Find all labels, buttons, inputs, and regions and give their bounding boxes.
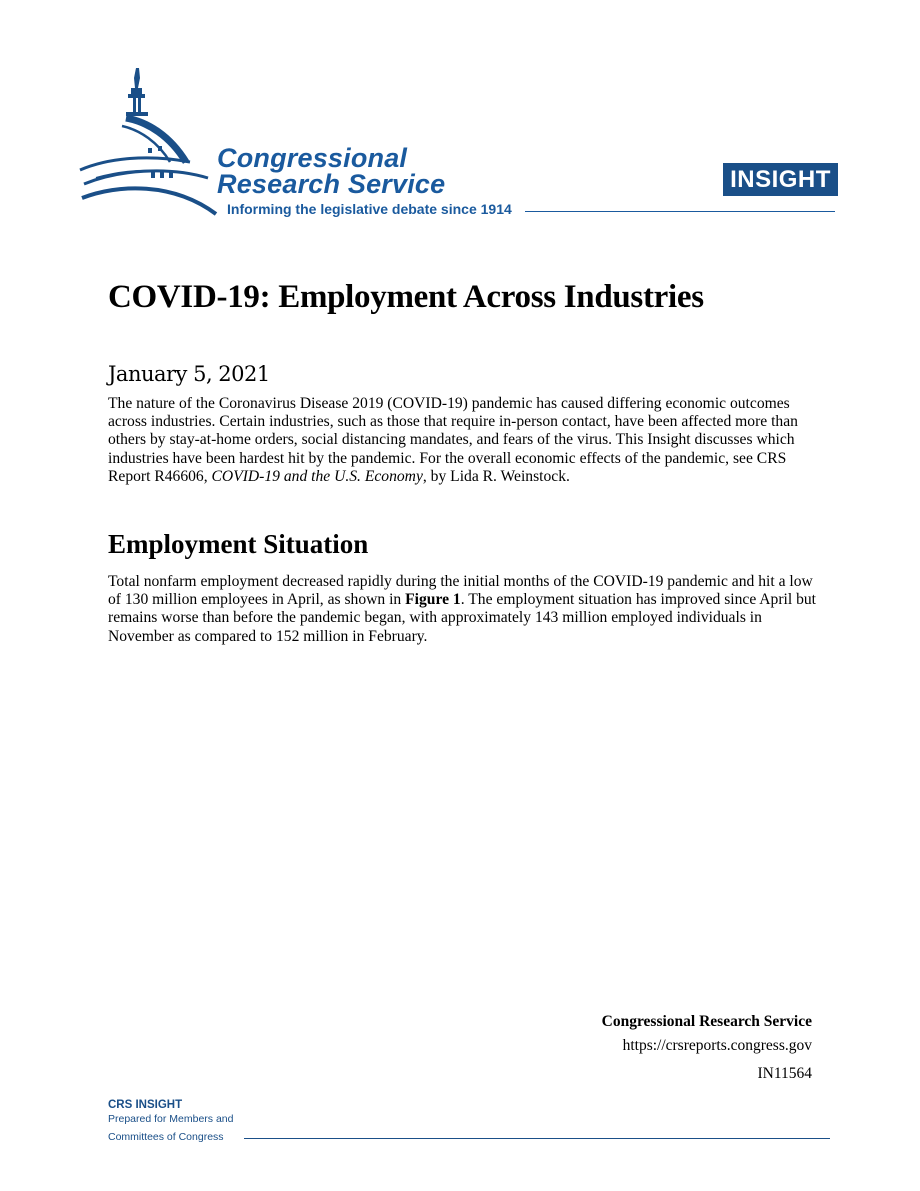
- crs-insight-label: CRS INSIGHT: [108, 1099, 183, 1111]
- report-title-link[interactable]: COVID-19 and the U.S. Economy: [211, 467, 423, 485]
- header-divider: [525, 211, 835, 212]
- publication-date: January 5, 2021: [108, 362, 270, 386]
- logo-line-congressional: Congressional: [217, 143, 408, 173]
- section-heading: Employment Situation: [108, 529, 369, 559]
- footer-url-link[interactable]: https://crsreports.congress.gov: [622, 1037, 812, 1054]
- employment-text: Total nonfarm employment decreased rapidly during the initial months of the COVID-19 pandemic and hit a low of 130 million employees in April, as shown in: [108, 573, 813, 609]
- committees-line: Committees of Congress: [108, 1131, 224, 1143]
- report-id: IN11564: [757, 1065, 812, 1082]
- insight-badge: INSIGHT: [723, 163, 838, 196]
- intro-text-end: , by Lida R. Weinstock.: [422, 467, 570, 485]
- logo-line-research-service: Research Service: [217, 169, 446, 199]
- figure-reference-link[interactable]: Figure 1: [405, 591, 461, 609]
- report-header: [0, 0, 920, 230]
- footer-organization: Congressional Research Service: [601, 1013, 812, 1030]
- employment-text-end: . The employment situation has improved since April but remains worse than before the pandemic began, with approximately 143 million employed individuals in November as compared to 152 million in February.: [108, 591, 817, 645]
- logo-tagline: Informing the legislative debate since 1914: [227, 201, 512, 217]
- footer-divider: [244, 1138, 830, 1139]
- intro-text: The nature of the Coronavirus Disease 2019 (COVID-19) pandemic has caused differing economic outcomes across industries. Certain industries, such as those that require in-person contact, have been affected more than others by stay-at-home orders, social distancing mandates, and fears of the virus. This Insight discusses which industries have been hardest hit by the pandemic. For the overall economic effects of the pandemic, see CRS Report R46606,: [108, 395, 798, 485]
- page-title: COVID-19: Employment Across Industries: [108, 279, 704, 315]
- intro-paragraph: [108, 395, 820, 486]
- employment-paragraph: [108, 573, 820, 646]
- capitol-dome-logo-icon: [78, 66, 218, 216]
- prepared-for-line: Prepared for Members and: [108, 1113, 234, 1125]
